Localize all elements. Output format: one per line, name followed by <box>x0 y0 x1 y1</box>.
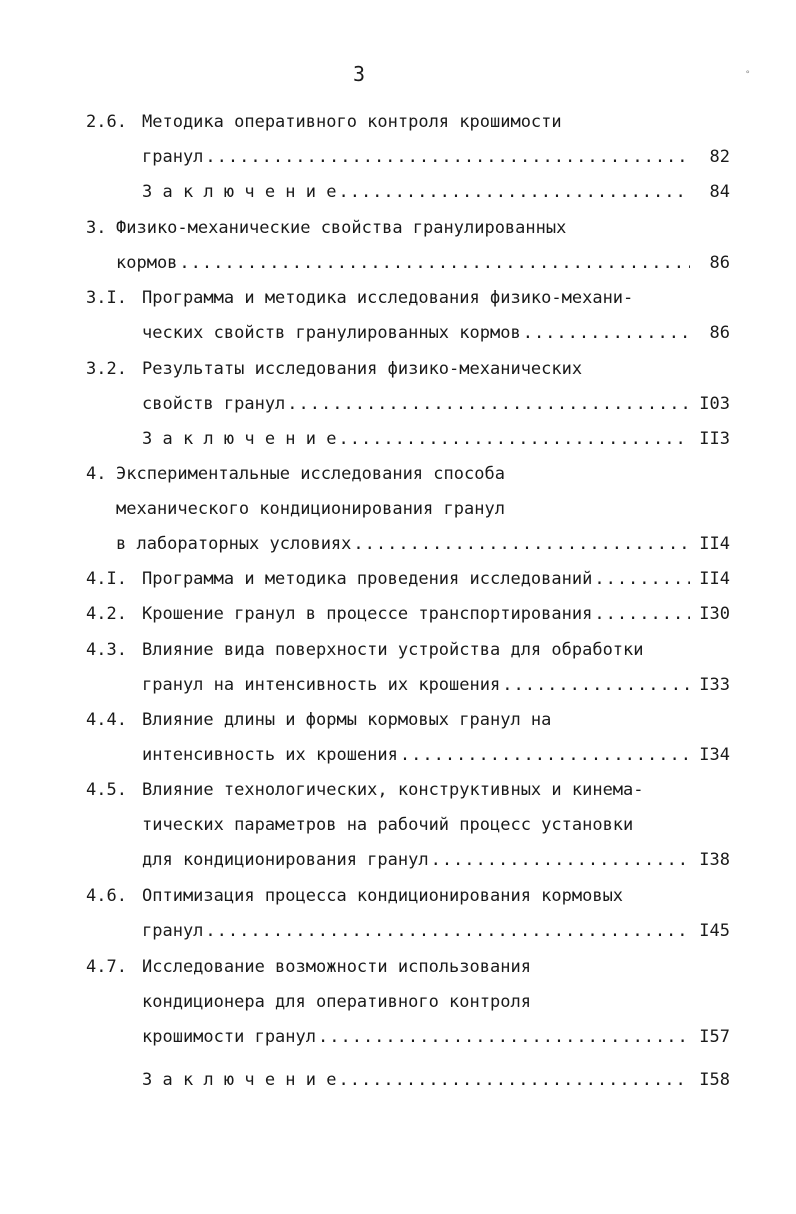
toc-title: Программа и методика проведения исследований <box>142 569 593 589</box>
toc-page: I38 <box>699 850 730 870</box>
toc-page: II4 <box>699 534 730 554</box>
toc-title: кормов <box>116 253 178 273</box>
toc-title: З а к л ю ч е н и е <box>142 1070 337 1090</box>
toc-page: I30 <box>699 604 730 624</box>
toc-title: крошимости гранул <box>142 1027 316 1047</box>
toc-number: 4.I. <box>86 569 127 589</box>
toc-title: Экспериментальные исследования способа <box>116 464 505 484</box>
dot-leader <box>594 567 690 591</box>
toc-title: тических параметров на рабочий процесс установки <box>142 815 634 835</box>
toc-entry-4-4 <box>86 708 551 732</box>
toc-title: З а к л ю ч е н и е <box>142 429 337 449</box>
toc-entry-3-cont <box>116 251 730 275</box>
toc-entry-4-3-cont <box>142 673 730 697</box>
toc-page: I45 <box>699 921 730 941</box>
toc-entry-conclusion-4 <box>142 1068 730 1092</box>
toc-entry-4-cont-2 <box>116 532 730 556</box>
toc-entry-4-5 <box>86 778 644 802</box>
toc-number: 3.2. <box>86 359 127 379</box>
toc-title: З а к л ю ч е н и е <box>142 182 337 202</box>
toc-entry-3-2 <box>86 357 582 381</box>
toc-number: 4.3. <box>86 640 127 660</box>
toc-page: II3 <box>699 429 730 449</box>
toc-title: интенсивность их крошения <box>142 745 398 765</box>
dot-leader <box>400 743 690 767</box>
scan-speck: ° <box>745 70 751 80</box>
toc-title: Исследование возможности использования <box>142 957 531 977</box>
dot-leader <box>338 427 690 451</box>
toc-number: 3.I. <box>86 288 127 308</box>
toc-entry-2-6 <box>86 110 562 134</box>
toc-entry-4-7 <box>86 955 531 979</box>
toc-title: ческих свойств гранулированных кормов <box>142 323 521 343</box>
toc-entry-conclusion-3 <box>142 427 730 451</box>
dot-leader <box>431 848 690 872</box>
toc-page: 82 <box>709 147 730 167</box>
toc-title: механического кондиционирования гранул <box>116 499 505 519</box>
toc-title: гранул на интенсивность их крошения <box>142 675 501 695</box>
toc-number: 4.7. <box>86 957 127 977</box>
toc-entry-3-1-cont <box>142 321 730 345</box>
toc-entry-4-cont-1 <box>116 497 505 521</box>
dot-leader <box>287 392 690 416</box>
dot-leader <box>353 532 690 556</box>
toc-page: I58 <box>699 1070 730 1090</box>
toc-title: Методика оперативного контроля крошимости <box>142 112 562 132</box>
toc-entry-conclusion-2 <box>142 180 730 204</box>
toc-number: 4.5. <box>86 780 127 800</box>
toc-number: 4.2. <box>86 604 127 624</box>
toc-page: 86 <box>709 323 730 343</box>
toc-page: II4 <box>699 569 730 589</box>
toc-entry-4-6-cont <box>142 919 730 943</box>
page-number: 3 <box>352 62 366 86</box>
toc-title: гранул <box>142 921 204 941</box>
toc-title: Влияние длины и формы кормовых гранул на <box>142 710 552 730</box>
dot-leader <box>594 602 690 626</box>
toc-entry-3 <box>86 216 566 240</box>
toc-title: Результаты исследования физико-механических <box>142 359 583 379</box>
toc-title: для кондиционирования гранул <box>142 850 429 870</box>
toc-title: Оптимизация процесса кондиционирования кормовых <box>142 886 624 906</box>
toc-title: Влияние технологических, конструктивных и кинема- <box>142 780 644 800</box>
dot-leader <box>523 321 690 345</box>
toc-title: свойств гранул <box>142 394 286 414</box>
toc-page: I03 <box>699 394 730 414</box>
dot-leader <box>205 919 690 943</box>
toc-entry-3-2-cont <box>142 392 730 416</box>
dot-leader <box>205 145 690 169</box>
toc-entry-3-1 <box>86 286 633 310</box>
toc-entry-2-6-cont <box>142 145 730 169</box>
dot-leader <box>179 251 690 275</box>
toc-title: Программа и методика исследования физико-механи- <box>142 288 634 308</box>
toc-number: 2.6. <box>86 112 127 132</box>
dot-leader <box>318 1025 690 1049</box>
toc-title: в лабораторных условиях <box>116 534 352 554</box>
toc-page: I33 <box>699 675 730 695</box>
toc-title: Физико-механические свойства гранулированных <box>116 218 567 238</box>
toc-title: гранул <box>142 147 204 167</box>
dot-leader <box>338 180 690 204</box>
toc-entry-4-5-cont-1 <box>142 813 633 837</box>
toc-number: 4.6. <box>86 886 127 906</box>
toc-entry-4-5-cont-2 <box>142 848 730 872</box>
toc-title: Крошение гранул в процессе транспортирования <box>142 604 593 624</box>
toc-entry-4-2 <box>86 602 730 626</box>
toc-title: кондиционера для оперативного контроля <box>142 992 531 1012</box>
dot-leader <box>338 1068 690 1092</box>
toc-number: 4.4. <box>86 710 127 730</box>
toc-page: I34 <box>699 745 730 765</box>
toc-entry-4-4-cont <box>142 743 730 767</box>
toc-entry-4-7-cont-1 <box>142 990 531 1014</box>
toc-entry-4-6 <box>86 884 623 908</box>
toc-entry-4 <box>86 462 505 486</box>
toc-page: 84 <box>709 182 730 202</box>
toc-entry-4-7-cont-2 <box>142 1025 730 1049</box>
toc-entry-4-1 <box>86 567 730 591</box>
dot-leader <box>502 673 690 697</box>
toc-entry-4-3 <box>86 638 644 662</box>
toc-number: 3. <box>86 218 107 238</box>
toc-number: 4. <box>86 464 107 484</box>
toc-title: Влияние вида поверхности устройства для обработки <box>142 640 644 660</box>
toc-page: I57 <box>699 1027 730 1047</box>
toc-page: 86 <box>709 253 730 273</box>
